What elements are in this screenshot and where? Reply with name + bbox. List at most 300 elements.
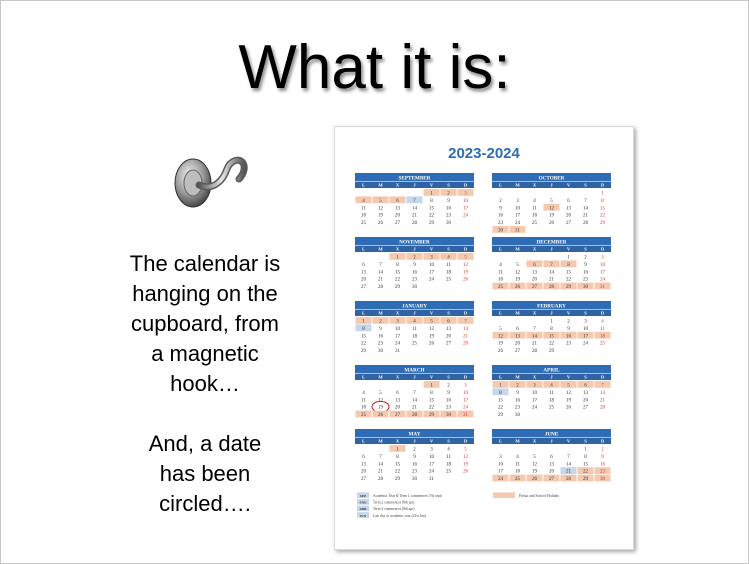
day-header: V (566, 374, 571, 380)
day-number: 18 (361, 213, 366, 219)
month-name: APRIL (543, 367, 560, 374)
month-block (492, 173, 611, 234)
day-number: 11 (600, 326, 605, 332)
day-number: 21 (532, 341, 537, 347)
day-number: 27 (515, 349, 520, 355)
day-number: 9 (499, 206, 502, 212)
day-number: 28 (378, 285, 383, 291)
day-number: 12 (549, 206, 554, 212)
day-header: S (447, 374, 450, 380)
day-number: 3 (516, 198, 519, 204)
day-number: 24 (395, 341, 400, 347)
day-header: J (550, 438, 553, 444)
legend-code: JUN (359, 513, 367, 518)
day-number: 22 (395, 277, 400, 283)
day-header: V (429, 438, 434, 444)
day-number: 25 (412, 341, 417, 347)
day-header: D (463, 374, 468, 380)
day-number: 4 (533, 198, 536, 204)
day-number: 15 (549, 334, 554, 340)
day-number: 16 (515, 398, 520, 404)
day-header: L (361, 182, 366, 188)
day-number: 6 (516, 326, 519, 332)
day-number: 1 (601, 191, 604, 197)
day-number: 10 (463, 390, 468, 396)
day-number: 16 (412, 462, 417, 468)
day-number: 26 (515, 285, 520, 291)
day-number: 17 (600, 270, 605, 276)
day-header: L (498, 310, 503, 316)
day-number: 8 (499, 390, 502, 396)
day-number: 1 (584, 447, 587, 453)
month-name: DECEMBER (536, 239, 567, 246)
day-number: 24 (515, 221, 520, 227)
day-number: 6 (396, 198, 399, 204)
day-number: 2 (584, 255, 587, 261)
day-number: 16 (412, 270, 417, 276)
day-number: 5 (550, 198, 553, 204)
month-name: SEPTEMBER (398, 175, 431, 182)
day-number: 2 (601, 447, 604, 453)
day-number: 12 (463, 262, 468, 268)
day-number: 16 (600, 462, 605, 468)
day-header: J (413, 310, 416, 316)
day-number: 9 (516, 390, 519, 396)
day-number: 7 (464, 319, 467, 325)
day-number: 5 (499, 326, 502, 332)
legend-text: Academic Year & Term 1 commences (7th sept) (373, 494, 443, 498)
calendar-graphic (335, 127, 633, 549)
day-number: 19 (429, 334, 434, 340)
day-number: 5 (430, 319, 433, 325)
day-number: 30 (583, 285, 588, 291)
day-number: 9 (601, 454, 604, 460)
day-number: 29 (429, 413, 434, 419)
day-number: 4 (601, 319, 604, 325)
day-number: 26 (429, 341, 434, 347)
day-number: 14 (566, 462, 571, 468)
day-number: 18 (361, 405, 366, 411)
day-number: 3 (499, 454, 502, 460)
day-number: 24 (463, 405, 468, 411)
day-number: 27 (361, 285, 366, 291)
day-number: 15 (498, 398, 503, 404)
day-number: 14 (378, 270, 383, 276)
day-number: 12 (515, 270, 520, 276)
day-number: 23 (412, 469, 417, 475)
day-number: 21 (378, 469, 383, 475)
day-number: 12 (566, 390, 571, 396)
body-text-line: cupboard, from (131, 311, 279, 336)
day-number: 18 (532, 213, 537, 219)
day-number: 30 (446, 221, 451, 227)
day-header: D (600, 374, 605, 380)
day-number: 30 (412, 285, 417, 291)
day-header: M (515, 438, 520, 444)
day-number: 6 (396, 390, 399, 396)
day-number: 22 (395, 469, 400, 475)
day-header: M (378, 182, 383, 188)
day-number: 1 (550, 319, 553, 325)
day-header: L (498, 182, 503, 188)
day-number: 10 (395, 326, 400, 332)
day-number: 13 (515, 334, 520, 340)
day-number: 10 (463, 198, 468, 204)
day-number: 27 (566, 221, 571, 227)
day-number: 15 (395, 462, 400, 468)
body-text-line: a magnetic (151, 341, 259, 366)
day-header: V (429, 246, 434, 252)
day-number: 10 (532, 390, 537, 396)
day-number: 15 (429, 206, 434, 212)
day-header: V (429, 182, 434, 188)
day-number: 30 (498, 228, 503, 234)
day-header: J (550, 374, 553, 380)
day-header: L (498, 374, 503, 380)
day-number: 13 (446, 326, 451, 332)
day-header: D (600, 246, 605, 252)
day-number: 6 (533, 262, 536, 268)
day-number: 20 (395, 405, 400, 411)
day-number: 11 (549, 390, 554, 396)
day-number: 12 (429, 326, 434, 332)
day-number: 17 (515, 213, 520, 219)
day-number: 25 (361, 221, 366, 227)
day-number: 28 (463, 341, 468, 347)
day-number: 23 (378, 341, 383, 347)
legend-code: ENE (359, 500, 367, 505)
day-number: 8 (430, 390, 433, 396)
day-number: 3 (396, 319, 399, 325)
day-number: 1 (567, 255, 570, 261)
day-number: 22 (361, 341, 366, 347)
legend-text: Last day of academic year (21st Jun) (373, 513, 426, 518)
day-number: 6 (362, 454, 365, 460)
day-number: 7 (379, 454, 382, 460)
legend-holiday-text: Fiesta and School Holiday (519, 494, 560, 498)
day-number: 14 (463, 326, 468, 332)
day-number: 30 (600, 477, 605, 483)
day-number: 20 (361, 469, 366, 475)
body-text-line: has been (159, 461, 251, 486)
day-number: 28 (566, 477, 571, 483)
day-number: 1 (362, 319, 365, 325)
day-number: 28 (532, 349, 537, 355)
day-number: 27 (583, 405, 588, 411)
day-number: 22 (583, 469, 588, 475)
month-block (492, 429, 611, 482)
day-number: 6 (567, 198, 570, 204)
legend-code: SEP (359, 494, 367, 498)
day-number: 19 (378, 213, 383, 219)
legend-holiday-swatch (493, 492, 515, 498)
day-number: 20 (395, 213, 400, 219)
day-number: 27 (361, 477, 366, 483)
day-number: 2 (499, 198, 502, 204)
day-number: 5 (516, 262, 519, 268)
day-number: 17 (429, 462, 434, 468)
legend-text: Term 2 commences (8th jan) (373, 500, 415, 505)
day-number: 5 (567, 383, 570, 389)
day-number: 9 (584, 262, 587, 268)
day-header: X (532, 246, 537, 252)
day-number: 23 (600, 469, 605, 475)
day-number: 21 (412, 213, 417, 219)
day-number: 1 (430, 191, 433, 197)
day-number: 10 (600, 262, 605, 268)
day-number: 25 (446, 277, 451, 283)
day-number: 17 (395, 334, 400, 340)
day-number: 28 (412, 221, 417, 227)
day-number: 4 (447, 255, 450, 261)
body-text-line: The calendar is (129, 251, 281, 276)
day-header: X (395, 310, 400, 316)
day-number: 29 (429, 221, 434, 227)
month-name: MARCH (404, 367, 425, 374)
day-number: 17 (429, 270, 434, 276)
day-number: 14 (600, 390, 605, 396)
day-number: 8 (550, 326, 553, 332)
day-header: J (413, 246, 416, 252)
day-number: 11 (446, 454, 451, 460)
month-block (492, 301, 611, 354)
day-number: 22 (429, 405, 434, 411)
day-number: 30 (378, 349, 383, 355)
day-number: 27 (395, 413, 400, 419)
day-header: X (532, 182, 537, 188)
day-number: 12 (498, 334, 503, 340)
day-number: 3 (464, 383, 467, 389)
day-header: S (447, 246, 450, 252)
day-number: 5 (379, 198, 382, 204)
day-header: X (395, 374, 400, 380)
day-number: 19 (498, 341, 503, 347)
day-number: 22 (566, 277, 571, 283)
day-number: 1 (430, 383, 433, 389)
slide-body-text (99, 249, 311, 519)
day-number: 22 (498, 405, 503, 411)
day-header: M (378, 310, 383, 316)
day-number: 26 (378, 221, 383, 227)
day-number: 8 (567, 262, 570, 268)
day-number: 18 (412, 334, 417, 340)
day-number: 31 (515, 228, 520, 234)
day-number: 7 (413, 198, 416, 204)
day-number: 3 (533, 383, 536, 389)
day-number: 8 (362, 326, 365, 332)
day-number: 20 (583, 398, 588, 404)
day-number: 5 (464, 255, 467, 261)
day-header: S (447, 310, 450, 316)
day-number: 30 (412, 477, 417, 483)
day-header: D (463, 246, 468, 252)
day-number: 19 (463, 270, 468, 276)
day-number: 24 (498, 477, 503, 483)
day-number: 18 (446, 462, 451, 468)
day-number: 26 (566, 405, 571, 411)
day-number: 29 (583, 477, 588, 483)
day-header: D (600, 438, 605, 444)
day-header: S (584, 438, 587, 444)
legend-code: ABR (359, 507, 367, 512)
day-number: 3 (601, 255, 604, 261)
day-header: M (515, 182, 520, 188)
day-number: 21 (583, 213, 588, 219)
month-block (355, 237, 474, 290)
day-number: 7 (601, 383, 604, 389)
school-calendar-image (334, 126, 634, 550)
day-number: 14 (532, 334, 537, 340)
day-number: 16 (446, 206, 451, 212)
day-number: 4 (516, 454, 519, 460)
body-text-line: hanging on the (132, 281, 278, 306)
day-number: 19 (515, 277, 520, 283)
day-number: 30 (446, 413, 451, 419)
day-number: 10 (498, 462, 503, 468)
day-number: 3 (464, 191, 467, 197)
day-number: 2 (447, 383, 450, 389)
month-name: JUNE (544, 431, 559, 438)
day-number: 10 (429, 454, 434, 460)
body-text-line: hook… (170, 371, 240, 396)
day-number: 30 (515, 413, 520, 419)
day-header: M (378, 374, 383, 380)
day-number: 26 (463, 469, 468, 475)
day-number: 3 (430, 255, 433, 261)
day-number: 11 (361, 398, 366, 404)
day-number: 23 (412, 277, 417, 283)
day-number: 9 (447, 198, 450, 204)
day-number: 19 (549, 213, 554, 219)
day-number: 5 (464, 447, 467, 453)
day-header: L (361, 310, 366, 316)
day-number: 17 (463, 398, 468, 404)
day-number: 19 (532, 469, 537, 475)
day-number: 28 (600, 405, 605, 411)
day-number: 10 (515, 206, 520, 212)
day-header: S (447, 182, 450, 188)
day-number: 26 (463, 277, 468, 283)
body-line-spacer (99, 399, 311, 429)
day-number: 7 (413, 390, 416, 396)
day-number: 8 (601, 198, 604, 204)
day-number: 9 (413, 262, 416, 268)
day-header: J (550, 310, 553, 316)
day-number: 23 (583, 277, 588, 283)
day-number: 29 (600, 221, 605, 227)
day-header: V (429, 374, 434, 380)
day-number: 20 (549, 469, 554, 475)
day-header: L (361, 246, 366, 252)
month-block (355, 173, 474, 226)
day-number: 29 (566, 285, 571, 291)
day-number: 12 (378, 398, 383, 404)
day-number: 15 (583, 462, 588, 468)
day-header: J (550, 246, 553, 252)
day-number: 2 (413, 255, 416, 261)
day-number: 21 (600, 398, 605, 404)
day-number: 11 (498, 270, 503, 276)
day-number: 24 (583, 341, 588, 347)
day-number: 15 (600, 206, 605, 212)
day-number: 25 (600, 341, 605, 347)
day-number: 28 (378, 477, 383, 483)
day-header: S (584, 310, 587, 316)
day-number: 29 (395, 477, 400, 483)
day-header: S (447, 438, 450, 444)
day-number: 13 (395, 398, 400, 404)
day-number: 14 (583, 206, 588, 212)
month-name: OCTOBER (538, 175, 565, 182)
month-block (355, 301, 474, 354)
day-number: 7 (584, 198, 587, 204)
day-number: 28 (412, 413, 417, 419)
day-number: 18 (446, 270, 451, 276)
day-number: 28 (583, 221, 588, 227)
day-number: 4 (447, 447, 450, 453)
day-number: 25 (549, 405, 554, 411)
day-number: 2 (413, 447, 416, 453)
day-number: 25 (498, 285, 503, 291)
day-number: 2 (516, 383, 519, 389)
day-number: 12 (463, 454, 468, 460)
day-number: 23 (446, 213, 451, 219)
day-number: 8 (396, 454, 399, 460)
day-number: 29 (498, 413, 503, 419)
day-number: 8 (396, 262, 399, 268)
day-number: 25 (361, 413, 366, 419)
day-number: 2 (379, 319, 382, 325)
day-number: 18 (549, 398, 554, 404)
day-number: 12 (532, 462, 537, 468)
day-number: 13 (566, 206, 571, 212)
day-number: 31 (395, 349, 400, 355)
month-block (355, 429, 474, 482)
day-number: 15 (395, 270, 400, 276)
day-number: 10 (429, 262, 434, 268)
body-text-line: And, a date (148, 431, 262, 456)
day-number: 20 (446, 334, 451, 340)
day-number: 24 (429, 277, 434, 283)
day-header: X (532, 374, 537, 380)
month-name: FEBRUARY (537, 303, 566, 310)
day-number: 8 (430, 198, 433, 204)
day-header: D (463, 310, 468, 316)
day-number: 5 (533, 454, 536, 460)
day-number: 4 (362, 198, 365, 204)
day-number: 15 (566, 270, 571, 276)
day-number: 18 (515, 469, 520, 475)
day-number: 11 (361, 206, 366, 212)
day-number: 21 (549, 277, 554, 283)
month-name: MAY (408, 431, 421, 438)
day-header: J (413, 374, 416, 380)
day-number: 7 (379, 262, 382, 268)
day-number: 28 (549, 285, 554, 291)
day-header: L (361, 438, 366, 444)
day-number: 29 (361, 349, 366, 355)
day-number: 25 (515, 477, 520, 483)
month-block (492, 237, 611, 290)
day-number: 19 (378, 405, 383, 411)
day-header: V (566, 438, 571, 444)
day-number: 27 (446, 341, 451, 347)
day-number: 6 (550, 454, 553, 460)
day-header: V (566, 182, 571, 188)
day-number: 11 (446, 262, 451, 268)
day-number: 18 (600, 334, 605, 340)
day-number: 31 (600, 285, 605, 291)
